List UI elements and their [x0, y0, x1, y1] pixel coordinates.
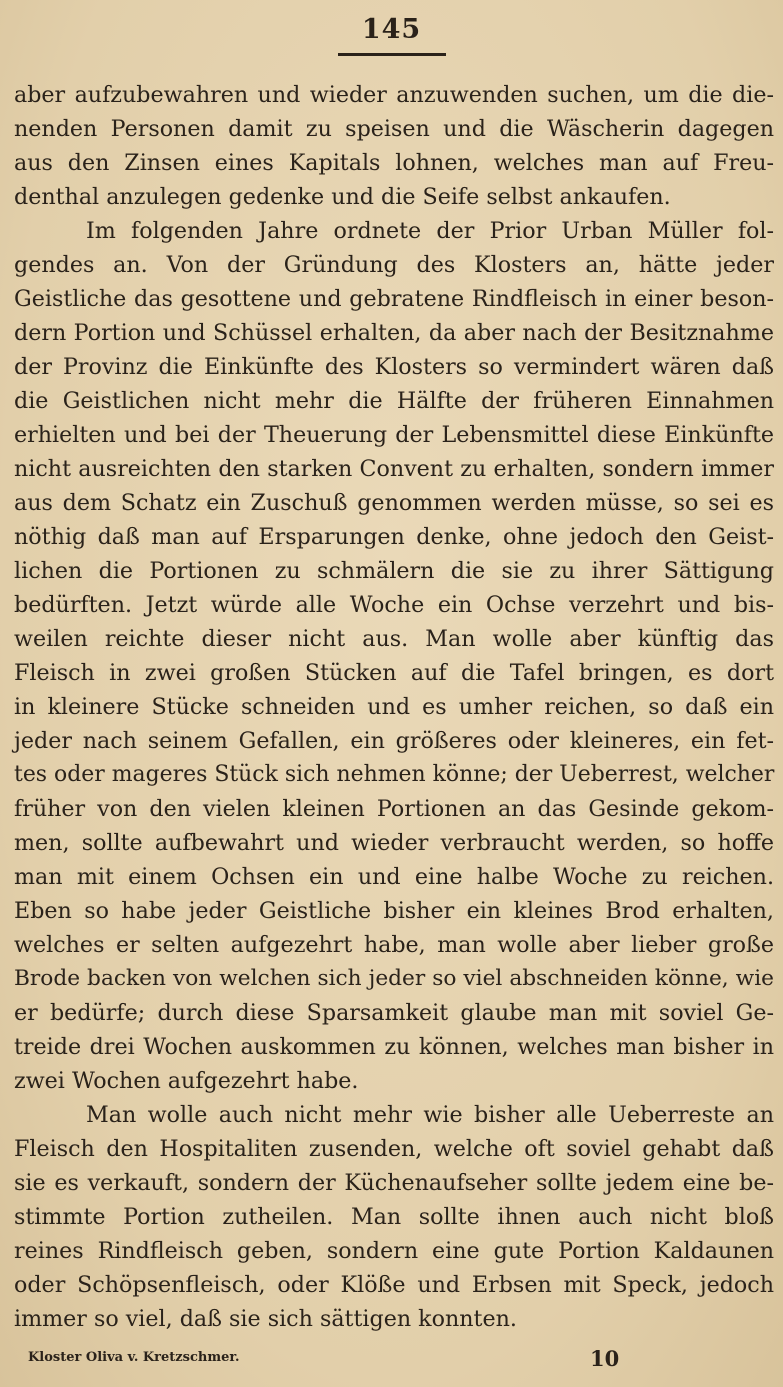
body-text: [14, 78, 774, 1336]
text-line: Fleisch in zwei großen Stücken auf die Tafel bringen, es dort: [14, 660, 774, 686]
text-line: reines Rindfleisch geben, sondern eine gute Portion Kaldaunen: [14, 1238, 774, 1264]
text-line: man mit einem Ochsen ein und eine halbe Woche zu reichen.: [14, 864, 774, 890]
text-line: welches er selten aufgezehrt habe, man wolle aber lieber große: [14, 932, 774, 958]
text-line: Brode backen von welchen sich jeder so viel abschneiden könne, wie: [14, 966, 774, 991]
text-line: bedürften. Jetzt würde alle Woche ein Ochse verzehrt und bis-: [14, 592, 774, 618]
text-line: Geistliche das gesottene und gebratene Rindfleisch in einer beson-: [14, 286, 774, 312]
text-line: der Provinz die Einkünfte des Klosters so vermindert wären daß: [14, 354, 774, 380]
sheet-number: 10: [590, 1346, 620, 1371]
header-rule: [338, 53, 446, 56]
text-line: weilen reichte dieser nicht aus. Man wolle aber künftig das: [14, 626, 774, 652]
text-line: er bedürfe; durch diese Sparsamkeit glaube man mit soviel Ge-: [14, 1000, 774, 1026]
text-line: tes oder mageres Stück sich nehmen könne; der Ueberrest, welcher: [14, 762, 775, 787]
page-number: 145: [361, 14, 422, 45]
text-line: die Geistlichen nicht mehr die Hälfte der früheren Einnahmen: [14, 388, 774, 414]
text-line: Im folgenden Jahre ordnete der Prior Urban Müller fol-: [86, 218, 774, 244]
text-line: nicht ausreichten den starken Convent zu erhalten, sondern immer: [14, 456, 774, 482]
text-line: früher von den vielen kleinen Portionen an das Gesinde gekom-: [14, 796, 774, 822]
printer-signature: Kloster Oliva v. Kretzschmer.: [28, 1350, 240, 1365]
text-line: aus dem Schatz ein Zuschuß genommen werden müsse, so sei es: [14, 490, 774, 516]
paragraph: [14, 78, 774, 214]
text-line: aus den Zinsen eines Kapitals lohnen, welches man auf Freu-: [14, 150, 774, 176]
text-line: Fleisch den Hospitaliten zusenden, welche oft soviel gehabt daß: [14, 1136, 774, 1162]
text-line: oder Schöpsenfleisch, oder Klöße und Erbsen mit Speck, jedoch: [14, 1272, 774, 1298]
text-line: jeder nach seinem Gefallen, ein größeres oder kleineres, ein fet-: [14, 728, 774, 754]
text-line: in kleinere Stücke schneiden und es umher reichen, so daß ein: [14, 694, 774, 720]
text-line: nöthig daß man auf Ersparungen denke, ohne jedoch den Geist-: [14, 524, 774, 550]
text-line: nenden Personen damit zu speisen und die Wäscherin dagegen: [14, 116, 774, 142]
text-line: gendes an. Von der Gründung des Klosters an, hätte jeder: [14, 252, 774, 278]
text-line: dern Portion und Schüssel erhalten, da aber nach der Besitznahme: [14, 320, 774, 346]
text-line: zwei Wochen aufgezehrt habe.: [14, 1068, 359, 1094]
text-line: Eben so habe jeder Geistliche bisher ein kleines Brod erhalten,: [14, 898, 774, 924]
text-line: men, sollte aufbewahrt und wieder verbraucht werden, so hoffe: [14, 830, 774, 856]
text-line: immer so viel, daß sie sich sättigen konnten.: [14, 1306, 517, 1332]
paragraph: [14, 214, 774, 1098]
text-line: lichen die Portionen zu schmälern die sie zu ihrer Sättigung: [14, 558, 774, 584]
text-line: treide drei Wochen auskommen zu können, welches man bisher in: [14, 1034, 774, 1060]
text-line: aber aufzubewahren und wieder anzuwenden suchen, um die die-: [14, 82, 774, 108]
text-line: erhielten und bei der Theuerung der Lebensmittel diese Einkünfte: [14, 422, 774, 448]
text-line: Man wolle auch nicht mehr wie bisher alle Ueberreste an: [86, 1102, 774, 1128]
text-line: sie es verkauft, sondern der Küchenaufseher sollte jedem eine be-: [14, 1170, 774, 1196]
text-line: denthal anzulegen gedenke und die Seife selbst ankaufen.: [14, 184, 671, 210]
paragraph: [14, 1098, 774, 1336]
text-line: stimmte Portion zutheilen. Man sollte ihnen auch nicht bloß: [14, 1204, 774, 1230]
